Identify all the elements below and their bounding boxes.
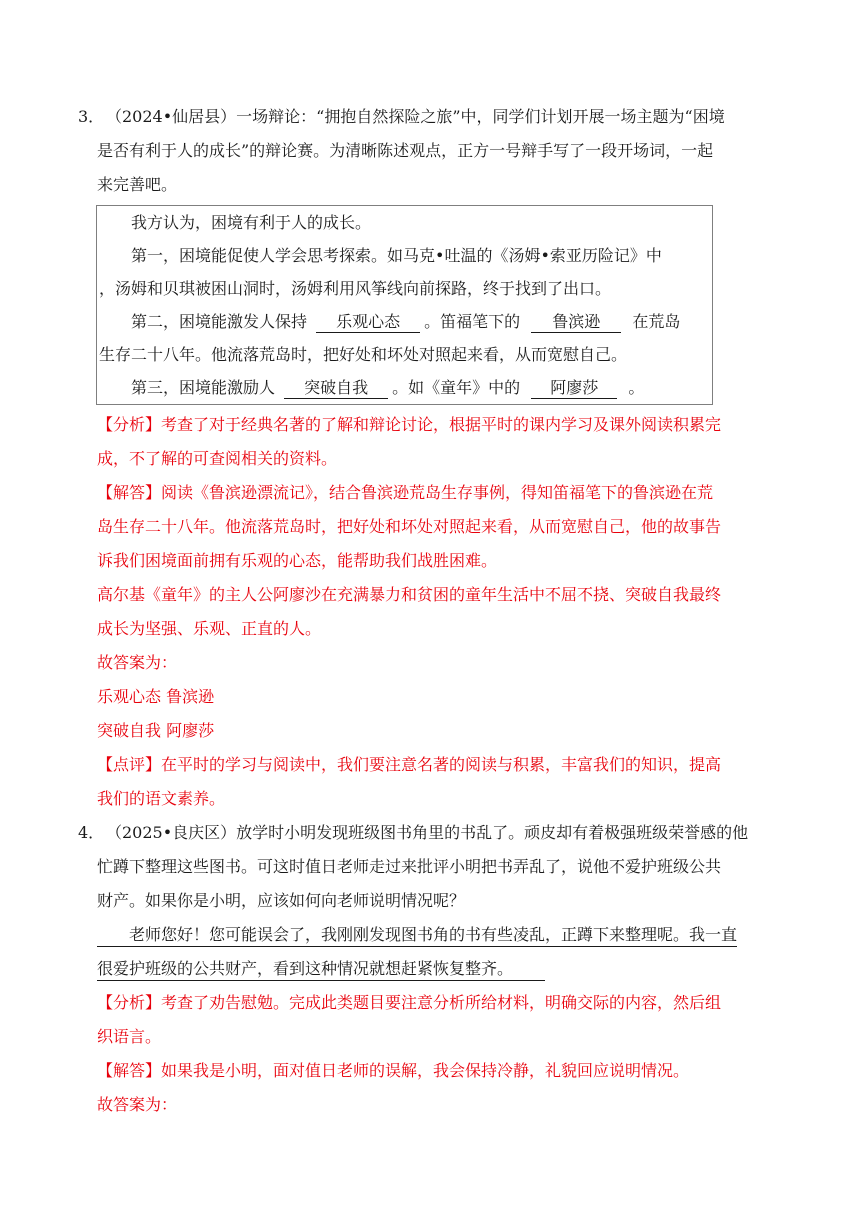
answer-block xyxy=(97,646,214,748)
analysis-text: 考查了对于经典名著的了解和辩论讨论，根据平时的课内学习及课外阅读积累完 xyxy=(161,415,722,434)
analysis-block xyxy=(97,986,721,1054)
analysis-tag: 【分析】 xyxy=(97,415,162,434)
solution-text: 阅读《鲁滨逊漂流记》，结合鲁滨逊荒岛生存事例，得知笛福笔下的鲁滨逊在荒 xyxy=(161,483,714,502)
answer-text: 老师您好！您可能误会了，我刚刚发现图书角的书有些凌乱，正蹲下来整理呢。我一直 xyxy=(97,924,737,947)
box-text: 在荒岛 xyxy=(632,312,681,331)
answer-line: 乐观心态 鲁滨逊 xyxy=(97,687,215,706)
fill-blank: 鲁滨逊 xyxy=(531,312,621,333)
fill-blank: 乐观心态 xyxy=(316,312,420,333)
analysis-text: 成，不了解的可查阅相关的资料。 xyxy=(97,449,338,468)
solution-text: 诉我们困境面前拥有乐观的心态，能帮助我们战胜困难。 xyxy=(97,551,498,570)
solution-block xyxy=(97,1054,689,1088)
analysis-tag: 【分析】 xyxy=(97,993,162,1012)
analysis-text: 考查了劝告慰勉。完成此类题目要注意分析所给材料，明确交际的内容，然后组 xyxy=(161,993,722,1012)
solution-block xyxy=(97,476,721,646)
answer-block xyxy=(97,1088,177,1122)
student-answer xyxy=(97,918,737,986)
box-line: 生存二十八年。他流落荒岛时，把好处和坏处对照起来看，从而宽慰自己。 xyxy=(99,345,628,364)
fill-blank: 阿廖莎 xyxy=(531,378,617,399)
question-number: 4． xyxy=(78,823,105,842)
comment-text: 在平时的学习与阅读中，我们要注意名著的阅读与积累，丰富我们的知识，提高 xyxy=(161,755,722,774)
question-text: 财产。如果你是小明，应该如何向老师说明情况呢？ xyxy=(97,891,466,910)
answer-text: 很爱护班级的公共财产，看到这种情况就想赶紧恢复整齐。 xyxy=(97,958,545,981)
box-line xyxy=(131,371,644,405)
solution-text: 岛生存二十八年。他流落荒岛时，把好处和坏处对照起来看，从而宽慰自己，他的故事告 xyxy=(97,517,722,536)
solution-text: 成长为坚强、乐观、正直的人。 xyxy=(97,619,322,638)
box-text: 。 xyxy=(628,378,645,397)
analysis-text: 织语言。 xyxy=(97,1027,162,1046)
box-text: 第三，困境能激励人 xyxy=(131,378,276,397)
box-text: 。笛福笔下的 xyxy=(424,312,521,331)
box-line: 我方认为，困境有利于人的成长。 xyxy=(131,213,372,232)
solution-text: 如果我是小明，面对值日老师的误解，我会保持冷静，礼貌回应说明情况。 xyxy=(161,1061,690,1080)
question-text: 来完善吧。 xyxy=(97,175,178,194)
box-line: 第一，困境能促使人学会思考探索。如马克•吐温的《汤姆•索亚历险记》中 xyxy=(131,246,662,265)
box-text: 。如《童年》中的 xyxy=(392,378,521,397)
box-line: ，汤姆和贝琪被困山洞时，汤姆利用风筝线向前探路，终于找到了出口。 xyxy=(99,279,612,298)
answer-intro: 故答案为： xyxy=(97,653,178,672)
question-number: 3． xyxy=(78,107,105,126)
solution-text: 高尔基《童年》的主人公阿廖沙在充满暴力和贫困的童年生活中不屈不挠、突破自我最终 xyxy=(97,585,722,604)
solution-tag: 【解答】 xyxy=(97,483,162,502)
fill-blank: 突破自我 xyxy=(284,378,388,399)
question-text: 忙蹲下整理这些图书。可这时值日老师走过来批评小明把书弄乱了，说他不爱护班级公共 xyxy=(97,857,722,876)
analysis-block xyxy=(97,408,721,476)
answer-line: 突破自我 阿廖莎 xyxy=(97,721,215,740)
question-text: （2025•良庆区）放学时小明发现班级图书角里的书乱了。顽皮却有着极强班级荣誉感的他 xyxy=(106,823,749,842)
question-3 xyxy=(78,100,725,202)
answer-intro: 故答案为： xyxy=(97,1095,178,1114)
question-4 xyxy=(78,816,748,918)
box-text: 第二，困境能激发人保持 xyxy=(131,312,308,331)
question-text: （2024•仙居县）一场辩论：“拥抱自然探险之旅”中，同学们计划开展一场主题为“困境 xyxy=(106,107,725,126)
opening-statement-box xyxy=(96,205,713,405)
comment-tag: 【点评】 xyxy=(97,755,162,774)
comment-block xyxy=(97,748,721,816)
question-text: 是否有利于人的成长”的辩论赛。为清晰陈述观点，正方一号辩手写了一段开场词，一起 xyxy=(97,141,714,160)
box-line xyxy=(131,305,680,339)
comment-text: 我们的语文素养。 xyxy=(97,789,226,808)
solution-tag: 【解答】 xyxy=(97,1061,162,1080)
